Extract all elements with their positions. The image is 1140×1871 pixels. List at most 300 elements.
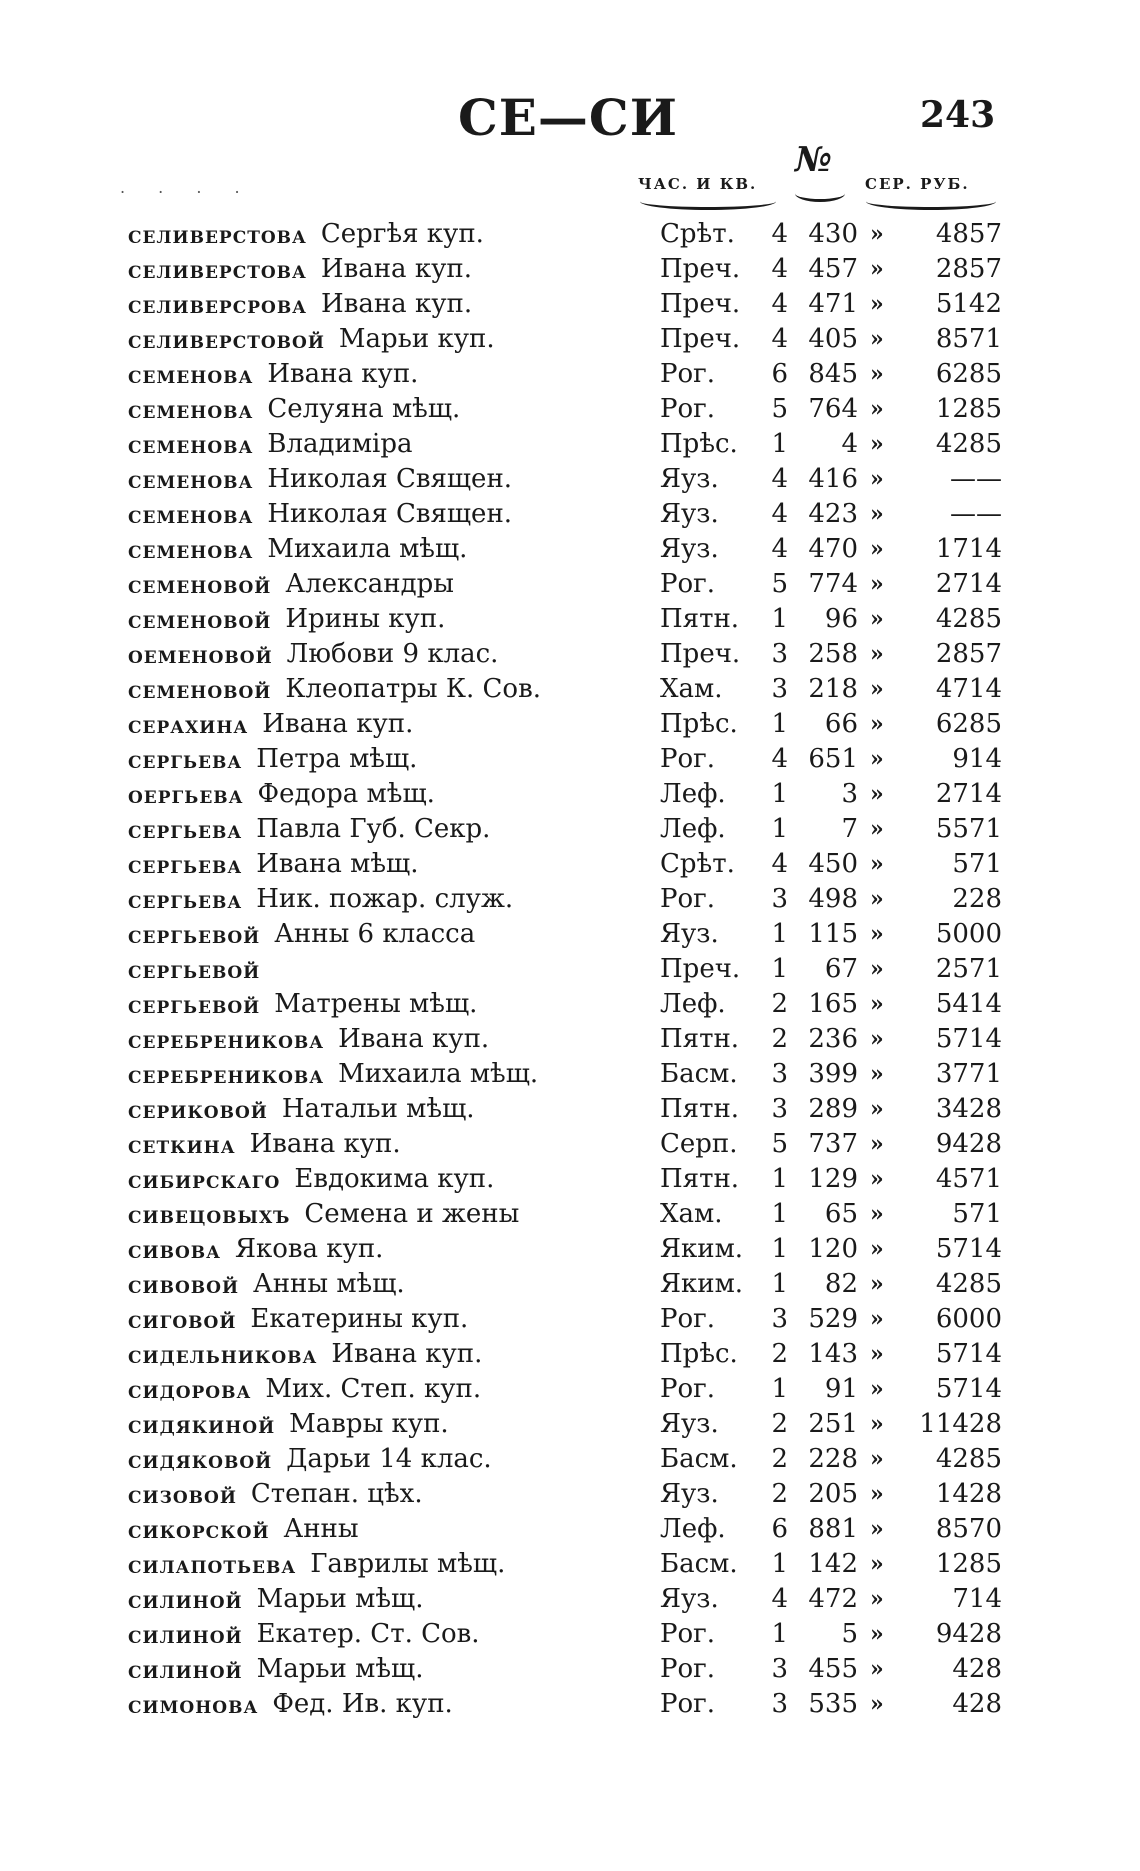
entry-ditto-mark: » xyxy=(870,1691,884,1717)
list-item xyxy=(0,847,1140,882)
entry-part: Пятн. xyxy=(660,1164,740,1194)
entry-house-number: 142 xyxy=(808,1549,858,1579)
entry-part: Басм. xyxy=(660,1444,738,1474)
entry-part: Преч. xyxy=(660,639,741,669)
entry-part: Рог. xyxy=(660,1619,716,1649)
entry-part: Басм. xyxy=(660,1549,738,1579)
entry-ditto-mark: » xyxy=(870,606,884,632)
entry-value: 4857 xyxy=(935,219,1002,249)
entry-part-number: 1 xyxy=(771,1374,788,1404)
list-item xyxy=(0,532,1140,567)
entry-part-number: 4 xyxy=(771,849,788,879)
entry-ditto-mark: » xyxy=(870,921,884,947)
entry-ditto-mark: » xyxy=(870,1306,884,1332)
entry-part-number: 6 xyxy=(771,359,788,389)
entry-value: 4285 xyxy=(935,604,1002,634)
entry-given-name: Михаила мѣщ. xyxy=(338,1059,539,1089)
entry-ditto-mark: » xyxy=(870,1481,884,1507)
entry-part-number: 4 xyxy=(771,1584,788,1614)
entry-house-number: 471 xyxy=(808,289,858,319)
entry-list xyxy=(0,217,1140,1722)
entry-value: 6285 xyxy=(935,359,1002,389)
entry-given-name: Ивана куп. xyxy=(321,289,473,319)
entry-part-number: 1 xyxy=(771,429,788,459)
entry-ditto-mark: » xyxy=(870,221,884,247)
entry-house-number: 129 xyxy=(808,1164,858,1194)
list-item xyxy=(0,1372,1140,1407)
entry-given-name: Клеопатры К. Сов. xyxy=(285,674,541,704)
entry-ditto-mark: » xyxy=(870,431,884,457)
entry-ditto-mark: » xyxy=(870,1376,884,1402)
entry-given-name: Александры xyxy=(285,569,454,599)
entry-surname: симонова xyxy=(128,1690,259,1719)
entry-part-number: 2 xyxy=(771,1444,788,1474)
entry-value: 428 xyxy=(952,1689,1002,1719)
entry-given-name: Сергѣя куп. xyxy=(320,219,484,249)
entry-surname: оеменовой xyxy=(128,640,273,669)
entry-part: Прѣс. xyxy=(660,709,738,739)
entry-house-number: 67 xyxy=(824,954,858,984)
entry-given-name: Михаила мѣщ. xyxy=(267,534,468,564)
entry-value: 3428 xyxy=(935,1094,1002,1124)
list-item xyxy=(0,1652,1140,1687)
entry-ditto-mark: » xyxy=(870,1656,884,1682)
entry-given-name: Ник. пожар. служ. xyxy=(256,884,514,914)
entry-given-name: Ивана куп. xyxy=(320,254,472,284)
entry-surname: сергьева xyxy=(128,850,243,879)
entry-surname: сивова xyxy=(128,1235,221,1264)
entry-given-name: Любови 9 клас. xyxy=(286,639,499,669)
entry-part-number: 1 xyxy=(771,1549,788,1579)
list-item xyxy=(0,1022,1140,1057)
entry-ditto-mark: » xyxy=(870,1341,884,1367)
entry-value: —— xyxy=(950,464,1002,494)
entry-ditto-mark: » xyxy=(870,1201,884,1227)
entry-value: 1714 xyxy=(935,534,1002,564)
entry-value: 3771 xyxy=(935,1059,1002,1089)
entry-given-name: Ивана куп. xyxy=(262,709,414,739)
entry-part-number: 1 xyxy=(771,1164,788,1194)
list-item xyxy=(0,952,1140,987)
entry-part-number: 1 xyxy=(771,814,788,844)
entry-ditto-mark: » xyxy=(870,746,884,772)
entry-value: 228 xyxy=(952,884,1002,914)
entry-given-name: Ивана куп. xyxy=(338,1024,490,1054)
entry-value: 5142 xyxy=(935,289,1002,319)
entry-house-number: 845 xyxy=(808,359,858,389)
entry-house-number: 143 xyxy=(808,1339,858,1369)
entry-house-number: 457 xyxy=(808,254,858,284)
entry-part-number: 1 xyxy=(771,1269,788,1299)
column-header-rubles: СЕР. РУБ. xyxy=(865,175,970,193)
entry-given-name: Ивана куп. xyxy=(267,359,419,389)
entry-value: 5714 xyxy=(935,1374,1002,1404)
entry-house-number: 91 xyxy=(824,1374,858,1404)
list-item xyxy=(0,707,1140,742)
entry-given-name: Марьи куп. xyxy=(338,324,495,354)
entry-value: 4285 xyxy=(935,1269,1002,1299)
entry-value: 11428 xyxy=(919,1409,1002,1439)
entry-house-number: 450 xyxy=(808,849,858,879)
list-item xyxy=(0,252,1140,287)
entry-given-name: Мавры куп. xyxy=(289,1409,449,1439)
entry-ditto-mark: » xyxy=(870,1586,884,1612)
entry-part: Преч. xyxy=(660,254,741,284)
entry-part: Преч. xyxy=(660,289,741,319)
entry-surname: силапотьева xyxy=(128,1550,297,1579)
entry-part-number: 2 xyxy=(771,1339,788,1369)
entry-part: Яуз. xyxy=(660,464,719,494)
entry-given-name: Екатер. Ст. Сов. xyxy=(256,1619,480,1649)
entry-part-number: 1 xyxy=(771,954,788,984)
entry-ditto-mark: » xyxy=(870,256,884,282)
list-item xyxy=(0,357,1140,392)
entry-house-number: 416 xyxy=(808,464,858,494)
entry-part: Рог. xyxy=(660,569,716,599)
entry-given-name: Матрены мѣщ. xyxy=(274,989,478,1019)
entry-house-number: 405 xyxy=(808,324,858,354)
entry-house-number: 96 xyxy=(824,604,858,634)
entry-part-number: 3 xyxy=(771,639,788,669)
entry-ditto-mark: » xyxy=(870,396,884,422)
list-item xyxy=(0,217,1140,252)
entry-surname: сизовой xyxy=(128,1480,237,1509)
entry-ditto-mark: » xyxy=(870,571,884,597)
entry-part: Леф. xyxy=(660,989,726,1019)
list-item xyxy=(0,1057,1140,1092)
entry-surname: сергьевой xyxy=(128,920,261,949)
entry-given-name: Дарьи 14 клас. xyxy=(286,1444,492,1474)
entry-house-number: 430 xyxy=(808,219,858,249)
entry-house-number: 529 xyxy=(808,1304,858,1334)
entry-part: Яуз. xyxy=(660,1584,719,1614)
entry-part: Яуз. xyxy=(660,919,719,949)
entry-value: —— xyxy=(950,499,1002,529)
entry-part: Пятн. xyxy=(660,1024,740,1054)
entry-house-number: 472 xyxy=(808,1584,858,1614)
entry-given-name: Ирины куп. xyxy=(285,604,446,634)
entry-given-name: Мих. Степ. куп. xyxy=(265,1374,482,1404)
entry-part: Леф. xyxy=(660,1514,726,1544)
entry-given-name: Селуяна мѣщ. xyxy=(267,394,461,424)
entry-ditto-mark: » xyxy=(870,361,884,387)
entry-given-name: Николая Священ. xyxy=(267,499,513,529)
entry-house-number: 399 xyxy=(808,1059,858,1089)
entry-ditto-mark: » xyxy=(870,1411,884,1437)
entry-part: Рог. xyxy=(660,394,716,424)
entry-part: Яуз. xyxy=(660,1409,719,1439)
entry-part-number: 4 xyxy=(771,324,788,354)
entry-house-number: 289 xyxy=(808,1094,858,1124)
entry-ditto-mark: » xyxy=(870,886,884,912)
entry-value: 5714 xyxy=(935,1024,1002,1054)
list-item xyxy=(0,287,1140,322)
entry-surname: семеновой xyxy=(128,675,272,704)
page-title: СЕ—СИ xyxy=(458,88,678,147)
entry-given-name: Ивана мѣщ. xyxy=(256,849,419,879)
entry-house-number: 236 xyxy=(808,1024,858,1054)
entry-part-number: 1 xyxy=(771,779,788,809)
entry-ditto-mark: » xyxy=(870,711,884,737)
entry-house-number: 774 xyxy=(808,569,858,599)
entry-part: Рог. xyxy=(660,1689,716,1719)
entry-value: 2714 xyxy=(935,779,1002,809)
entry-ditto-mark: » xyxy=(870,1131,884,1157)
entry-surname: семенова xyxy=(128,395,254,424)
entry-value: 5571 xyxy=(935,814,1002,844)
entry-part-number: 4 xyxy=(771,744,788,774)
entry-given-name: Марьи мѣщ. xyxy=(256,1584,424,1614)
entry-part: Яким. xyxy=(660,1234,744,1264)
entry-value: 1285 xyxy=(935,394,1002,424)
entry-house-number: 651 xyxy=(808,744,858,774)
list-item xyxy=(0,1092,1140,1127)
entry-house-number: 5 xyxy=(841,1619,858,1649)
entry-ditto-mark: » xyxy=(870,1166,884,1192)
entry-ditto-mark: » xyxy=(870,1516,884,1542)
list-item xyxy=(0,742,1140,777)
entry-surname: силиной xyxy=(128,1620,243,1649)
entry-given-name: Якова куп. xyxy=(234,1234,384,1264)
entry-given-name: Анны xyxy=(283,1514,359,1544)
entry-ditto-mark: » xyxy=(870,956,884,982)
entry-value: 1428 xyxy=(935,1479,1002,1509)
entry-surname: оергьева xyxy=(128,780,244,809)
entry-ditto-mark: » xyxy=(870,326,884,352)
entry-value: 2714 xyxy=(935,569,1002,599)
entry-given-name: Анны мѣщ. xyxy=(253,1269,405,1299)
list-item xyxy=(0,1232,1140,1267)
entry-value: 4285 xyxy=(935,1444,1002,1474)
entry-value: 571 xyxy=(952,849,1002,879)
entry-part-number: 5 xyxy=(771,569,788,599)
entry-part-number: 1 xyxy=(771,709,788,739)
entry-house-number: 120 xyxy=(808,1234,858,1264)
entry-part: Пятн. xyxy=(660,604,740,634)
entry-surname: семенова xyxy=(128,430,254,459)
entry-part-number: 6 xyxy=(771,1514,788,1544)
entry-part-number: 3 xyxy=(771,674,788,704)
entry-surname: сикорской xyxy=(128,1515,270,1544)
entry-house-number: 470 xyxy=(808,534,858,564)
entry-surname: селиверсрова xyxy=(128,290,308,319)
list-item xyxy=(0,777,1140,812)
entry-ditto-mark: » xyxy=(870,816,884,842)
entry-value: 9428 xyxy=(935,1619,1002,1649)
list-item xyxy=(0,882,1140,917)
entry-ditto-mark: » xyxy=(870,1061,884,1087)
brace-number xyxy=(795,185,845,202)
list-item xyxy=(0,1407,1140,1442)
entry-given-name: Степан. цѣх. xyxy=(250,1479,423,1509)
column-header-number: № xyxy=(795,140,832,180)
entry-house-number: 7 xyxy=(841,814,858,844)
entry-house-number: 881 xyxy=(808,1514,858,1544)
list-item xyxy=(0,812,1140,847)
list-item xyxy=(0,1197,1140,1232)
entry-ditto-mark: » xyxy=(870,1446,884,1472)
entry-part: Преч. xyxy=(660,954,741,984)
entry-house-number: 4 xyxy=(841,429,858,459)
entry-given-name: Федора мѣщ. xyxy=(257,779,435,809)
entry-surname: сергьева xyxy=(128,745,243,774)
entry-house-number: 258 xyxy=(808,639,858,669)
entry-given-name: Екатерины куп. xyxy=(250,1304,469,1334)
entry-surname: сергьева xyxy=(128,885,243,914)
entry-part: Рог. xyxy=(660,359,716,389)
entry-surname: серебреникова xyxy=(128,1025,325,1054)
entry-house-number: 423 xyxy=(808,499,858,529)
entry-ditto-mark: » xyxy=(870,536,884,562)
entry-part-number: 3 xyxy=(771,1059,788,1089)
entry-surname: сергьевой xyxy=(128,955,261,984)
entry-house-number: 764 xyxy=(808,394,858,424)
entry-given-name: Фед. Ив. куп. xyxy=(272,1689,453,1719)
entry-part: Басм. xyxy=(660,1059,738,1089)
list-item xyxy=(0,427,1140,462)
entry-part: Рог. xyxy=(660,884,716,914)
list-item xyxy=(0,462,1140,497)
entry-value: 571 xyxy=(952,1199,1002,1229)
entry-ditto-mark: » xyxy=(870,991,884,1017)
brace-part xyxy=(640,193,776,210)
entry-ditto-mark: » xyxy=(870,1096,884,1122)
entry-given-name: Гаврилы мѣщ. xyxy=(310,1549,506,1579)
entry-part-number: 3 xyxy=(771,1654,788,1684)
entry-value: 714 xyxy=(952,1584,1002,1614)
entry-house-number: 455 xyxy=(808,1654,858,1684)
entry-part: Преч. xyxy=(660,324,741,354)
entry-surname: серебреникова xyxy=(128,1060,325,1089)
entry-surname: семенова xyxy=(128,535,254,564)
entry-part-number: 2 xyxy=(771,989,788,1019)
entry-surname: сидельникова xyxy=(128,1340,318,1369)
entry-surname: семеновой xyxy=(128,605,272,634)
entry-ditto-mark: » xyxy=(870,291,884,317)
column-header-part: ЧАС. И КВ. xyxy=(638,175,758,193)
entry-ditto-mark: » xyxy=(870,1621,884,1647)
entry-surname: силиной xyxy=(128,1655,243,1684)
entry-surname: селиверстовой xyxy=(128,325,325,354)
entry-house-number: 218 xyxy=(808,674,858,704)
entry-part: Яким. xyxy=(660,1269,744,1299)
entry-ditto-mark: » xyxy=(870,851,884,877)
entry-part: Прѣс. xyxy=(660,429,738,459)
entry-surname: сергьева xyxy=(128,815,243,844)
entry-given-name: Владиміра xyxy=(267,429,413,459)
entry-given-name: Ивана куп. xyxy=(331,1339,483,1369)
entry-part: Яуз. xyxy=(660,1479,719,1509)
list-item xyxy=(0,1162,1140,1197)
entry-part-number: 1 xyxy=(771,604,788,634)
list-item xyxy=(0,1512,1140,1547)
list-item xyxy=(0,1127,1140,1162)
entry-part-number: 4 xyxy=(771,534,788,564)
entry-part: Леф. xyxy=(660,814,726,844)
entry-value: 5714 xyxy=(935,1234,1002,1264)
entry-given-name: Натальи мѣщ. xyxy=(281,1094,475,1124)
list-item xyxy=(0,637,1140,672)
entry-ditto-mark: » xyxy=(870,1271,884,1297)
entry-part-number: 1 xyxy=(771,1619,788,1649)
list-item xyxy=(0,1617,1140,1652)
entry-part: Прѣс. xyxy=(660,1339,738,1369)
entry-value: 8570 xyxy=(935,1514,1002,1544)
entry-value: 2857 xyxy=(935,639,1002,669)
entry-part-number: 3 xyxy=(771,1094,788,1124)
entry-part: Яуз. xyxy=(660,499,719,529)
page-number: 243 xyxy=(920,94,996,136)
entry-given-name: Марьи мѣщ. xyxy=(256,1654,424,1684)
entry-part: Серп. xyxy=(660,1129,738,1159)
entry-surname: семенова xyxy=(128,500,254,529)
list-item xyxy=(0,1302,1140,1337)
entry-house-number: 535 xyxy=(808,1689,858,1719)
entry-part: Хам. xyxy=(660,674,723,704)
entry-part: Пятн. xyxy=(660,1094,740,1124)
entry-part-number: 4 xyxy=(771,464,788,494)
entry-value: 4571 xyxy=(935,1164,1002,1194)
entry-value: 5714 xyxy=(935,1339,1002,1369)
entry-part-number: 5 xyxy=(771,394,788,424)
entry-surname: силиной xyxy=(128,1585,243,1614)
entry-part-number: 1 xyxy=(771,1199,788,1229)
entry-value: 9428 xyxy=(935,1129,1002,1159)
entry-part-number: 3 xyxy=(771,1689,788,1719)
list-item xyxy=(0,1582,1140,1617)
list-item xyxy=(0,392,1140,427)
list-item xyxy=(0,602,1140,637)
brace-rubles xyxy=(866,193,996,210)
list-item xyxy=(0,497,1140,532)
entry-surname: сивецовыхъ xyxy=(128,1200,291,1229)
list-item xyxy=(0,1687,1140,1722)
entry-ditto-mark: » xyxy=(870,641,884,667)
entry-surname: сергьевой xyxy=(128,990,261,1019)
entry-part-number: 2 xyxy=(771,1024,788,1054)
entry-part-number: 4 xyxy=(771,499,788,529)
entry-house-number: 65 xyxy=(824,1199,858,1229)
entry-part-number: 3 xyxy=(771,884,788,914)
entry-house-number: 66 xyxy=(824,709,858,739)
entry-house-number: 115 xyxy=(808,919,858,949)
entry-surname: селиверстова xyxy=(128,220,307,249)
entry-part-number: 4 xyxy=(771,254,788,284)
list-item xyxy=(0,1547,1140,1582)
entry-ditto-mark: » xyxy=(870,676,884,702)
entry-surname: сибирскаго xyxy=(128,1165,281,1194)
entry-house-number: 205 xyxy=(808,1479,858,1509)
entry-value: 2571 xyxy=(935,954,1002,984)
list-item xyxy=(0,1337,1140,1372)
entry-part: Леф. xyxy=(660,779,726,809)
entry-surname: сериковой xyxy=(128,1095,268,1124)
entry-value: 914 xyxy=(952,744,1002,774)
entry-part: Срѣт. xyxy=(660,219,735,249)
list-item xyxy=(0,1477,1140,1512)
entry-part: Хам. xyxy=(660,1199,723,1229)
entry-part: Срѣт. xyxy=(660,849,735,879)
entry-house-number: 228 xyxy=(808,1444,858,1474)
list-item xyxy=(0,672,1140,707)
entry-part: Рог. xyxy=(660,744,716,774)
entry-surname: сидорова xyxy=(128,1375,252,1404)
entry-part-number: 1 xyxy=(771,1234,788,1264)
entry-ditto-mark: » xyxy=(870,781,884,807)
entry-given-name: Семена и жены xyxy=(304,1199,520,1229)
entry-part-number: 2 xyxy=(771,1479,788,1509)
leader-dots: . . . . xyxy=(120,178,254,197)
